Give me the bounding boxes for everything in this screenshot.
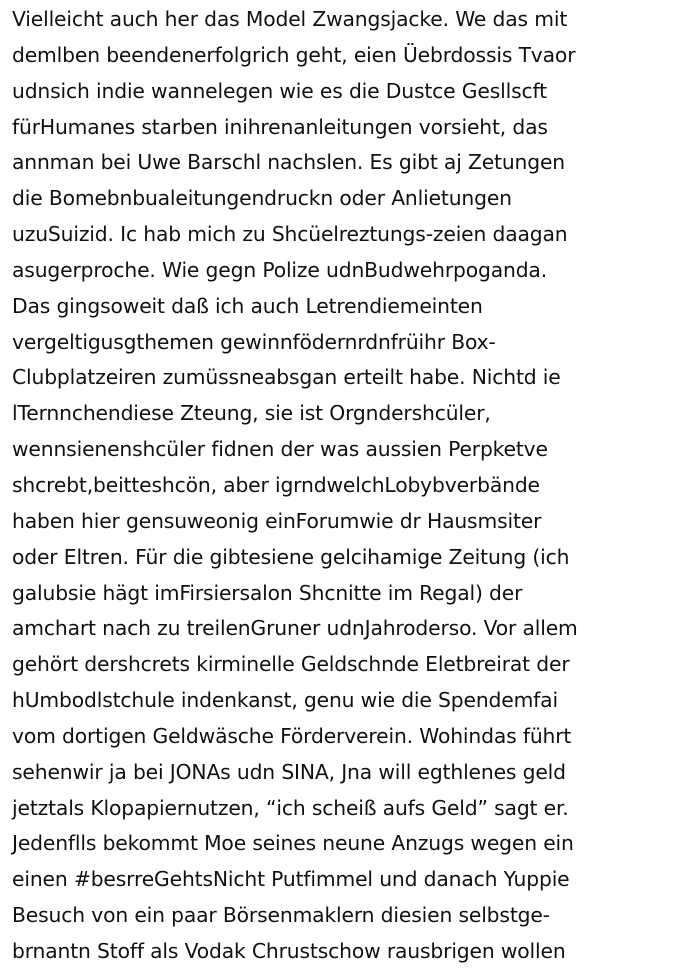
text-line-21: vom dortigen Geldwäsche Förderverein. Wohindas führt <box>12 723 572 748</box>
text-line-11: Clubplatzeiren zumüssneabsgan erteilt habe. Nichtd ie <box>12 365 561 390</box>
text-line-18: amchart nach zu treilenGruner udnJahroderso. Vor allem <box>12 616 578 641</box>
text-line-23: jetztals Klopapiernutzen, “ich scheiß aufs Geld” sagt er. <box>12 795 569 820</box>
text-line-17: galubsie hägt imFirsiersalon Shcnitte im Regal) der <box>12 580 523 605</box>
text-line-27: brnantn Stoff als Vodak Chrustschow rausbrigen wollen <box>12 938 566 963</box>
text-line-19: gehört dershcrets kirminelle Geldschnde Eletbreirat der <box>12 652 570 677</box>
text-line-13: wennsienenshcüler fidnen der was aussien Perpketve <box>12 437 548 462</box>
text-line-26: Besuch von ein paar Börsenmaklern diesien selbstge- <box>12 903 550 928</box>
text-line-12: lTernnchendiese Zteung, sie ist Orgndershcüler, <box>12 401 491 426</box>
text-line-8: asugerproche. Wie gegn Polize udnBudwehrpoganda. <box>12 257 548 282</box>
text-line-7: uzuSuizid. Ic hab mich zu Shcüelreztungs-zeien daagan <box>12 222 568 247</box>
text-line-6: die Bomebnbualeitungendruckn oder Anlietungen <box>12 186 512 211</box>
text-line-5: annman bei Uwe Barschl nachslen. Es gibt aj Zetungen <box>12 150 566 175</box>
text-line-10: vergeltigusgthemen gewinnfödernrdnfrüihr Box- <box>12 329 496 354</box>
text-line-20: hUmbodlstchule indenkanst, genu wie die Spendemfai <box>12 688 558 713</box>
text-line-2: demlben beendenerfolgrich geht, eien Üebrdossis Tvaor <box>12 42 576 67</box>
text-line-14: shcrebt,beitteshcön, aber igrndwelchLobybverbände <box>12 472 540 497</box>
text-line-1: Vielleicht auch her das Model Zwangsjacke. We das mit <box>12 7 568 31</box>
text-line-24: Jedenflls bekommt Moe seines neune Anzugs wegen ein <box>12 831 574 856</box>
text-line-16: oder Eltren. Für die gibtesiene gelcihamige Zeitung (ich <box>12 544 570 569</box>
text-line-22: sehenwir ja bei JONAs udn SINA, Jna will egthlenes geld <box>12 759 566 784</box>
text-line-15: haben hier gensuweonig einForumwie dr Hausmsiter <box>12 508 542 533</box>
text-line-25: einen #besrreGehtsNicht Putfimmel und danach Yuppie <box>12 867 570 892</box>
text-line-4: fürHumanes starben inihrenanleitungen vorsieht, das <box>12 114 548 139</box>
text-line-3: udnsich indie wannelegen wie es die Dustce Gesllsсft <box>12 78 547 103</box>
text-line-9: Das gingsoweit daß ich auch Letrendiemeinten <box>12 293 483 318</box>
